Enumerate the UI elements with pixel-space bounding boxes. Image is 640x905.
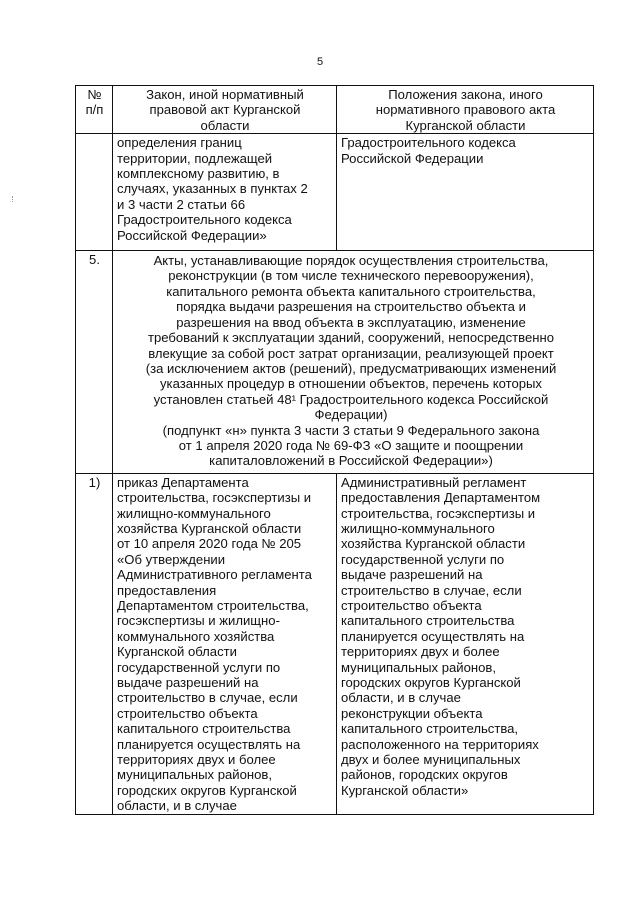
text-line: жилищно-коммунального — [117, 505, 271, 521]
row-num-text: 1) — [88, 474, 101, 490]
text-line: разрешения на ввод объекта в эксплуатацию, изменение — [176, 314, 526, 330]
text-line: области — [200, 117, 250, 133]
text-line: муниципальных районов, — [117, 767, 272, 783]
header-num-text — [80, 87, 109, 118]
text-line: комплексному развитию, в — [117, 166, 280, 182]
section-heading-text — [119, 253, 583, 469]
text-line: строительство объекта — [117, 705, 258, 721]
text-line: Градостроительного кодекса — [117, 212, 292, 228]
text-line: капитального строительства — [117, 721, 291, 737]
text-line: предоставления Департаментом — [341, 490, 541, 506]
text-line: Положения закона, иного — [388, 87, 543, 102]
text-line: планируется осуществлять на — [341, 628, 525, 644]
text-line: от 1 апреля 2020 года № 69-ФЗ «О защите и поощрении — [178, 437, 524, 453]
text-line: (за исключением актов (решений), предусматривающих изменений — [145, 360, 557, 376]
text-line: расположенного на территориях — [341, 736, 539, 752]
text-line: Российской Федерации» — [117, 227, 267, 243]
text-line: хозяйства Курганской области — [341, 536, 526, 552]
text-line: государственной услуги по — [341, 551, 505, 567]
text-line: нормативного правового акта — [375, 102, 556, 118]
text-line: хозяйства Курганской области — [117, 520, 302, 536]
law-table — [75, 85, 594, 815]
cell-provisions — [337, 134, 594, 251]
text-line: области, и в случае — [341, 690, 461, 706]
text-line: городских округов Курганской — [117, 782, 297, 798]
text-line: Курганской области — [117, 644, 237, 660]
text-line: от 10 апреля 2020 года № 205 — [117, 536, 302, 552]
table-row-continuation — [76, 134, 594, 251]
row-provisions-text — [341, 475, 590, 799]
text-line: влекущие за собой рост затрат организации, реализующей проект — [148, 345, 554, 361]
text-line: требований к эксплуатации зданий, сооружений, непосредственно — [147, 330, 555, 346]
text-line: городских округов Курганской — [341, 675, 521, 691]
text-line: строительство в случае, если — [341, 582, 522, 598]
header-provisions — [337, 86, 594, 134]
text-line: выдаче разрешений на — [117, 675, 259, 691]
header-num — [76, 86, 113, 134]
text-line: капитального строительства — [341, 613, 515, 629]
cell-law-text — [117, 135, 333, 243]
text-line: Закон, иной нормативный — [146, 87, 304, 102]
text-line: капитального ремонта объекта капитального строительства, — [166, 283, 536, 299]
text-line: Административный регламент — [341, 474, 527, 490]
text-line: строительства, госэкспертизы и — [117, 490, 312, 506]
text-line: предоставления — [117, 582, 217, 598]
table-row-1 — [76, 473, 594, 814]
text-line: Курганской области — [405, 117, 526, 133]
text-line: капиталовложений в Российской Федерации») — [209, 453, 493, 469]
text-line: «Об утверждении — [117, 551, 226, 567]
text-line: территории, подлежащей — [117, 150, 273, 166]
text-line: госэкспертизы и жилищно- — [117, 613, 280, 629]
text-line: реконструкции (в том числе технического перевооружения), — [168, 268, 534, 284]
section-num-text: 5. — [89, 252, 100, 268]
text-line: реконструкции объекта — [341, 705, 483, 721]
text-line: области, и в случае — [117, 798, 237, 814]
section-num — [76, 251, 113, 474]
text-line: строительство объекта — [341, 598, 482, 613]
text-line: Градостроительного кодекса — [341, 135, 516, 151]
header-law-text — [117, 87, 333, 133]
cell-law — [113, 134, 337, 251]
text-line: указанных процедур в отношении объектов, перечень которых — [160, 376, 542, 392]
text-line: Административного регламента — [117, 567, 312, 583]
text-line: капитального строительства, — [341, 721, 519, 737]
header-row — [76, 86, 594, 134]
text-line: территориях двух и более — [117, 752, 276, 768]
header-provisions-text — [341, 87, 590, 133]
text-line: районов, городских округов — [341, 767, 508, 783]
text-line: выдаче разрешений на — [341, 567, 483, 583]
text-line: государственной услуги по — [117, 659, 281, 675]
text-line: строительство в случае, если — [117, 690, 298, 706]
text-line: (подпункт «н» пункта 3 части 3 статьи 9 Федерального закона — [162, 422, 540, 438]
text-line: порядка выдачи разрешения на строительство объекта и — [176, 299, 526, 315]
header-law — [113, 86, 337, 134]
text-line: жилищно-коммунального — [341, 520, 495, 536]
text-line: Российской Федерации — [341, 150, 484, 166]
text-line: правовой акт Курганской — [149, 102, 301, 118]
text-line: двух и более муниципальных — [341, 752, 521, 768]
text-line: коммунального хозяйства — [117, 628, 275, 644]
text-line: Департаментом строительства, — [117, 598, 309, 613]
text-line: Федерации) — [314, 407, 388, 423]
text-line: строительства, госэкспертизы и — [341, 505, 536, 521]
text-line: территориях двух и более — [341, 644, 500, 660]
cell-provisions-text — [341, 135, 590, 166]
text-line: п/п — [85, 102, 104, 118]
row-law — [113, 473, 337, 814]
row-law-text — [117, 475, 333, 814]
row-num — [76, 473, 113, 814]
cell-num — [76, 134, 113, 251]
text-line: Курганской области» — [341, 782, 469, 798]
text-line: № — [87, 87, 102, 102]
text-line: планируется осуществлять на — [117, 736, 301, 752]
row-provisions — [337, 473, 594, 814]
text-line: муниципальных районов, — [341, 659, 496, 675]
page-number: 5 — [316, 56, 324, 68]
text-line: установлен статьей 48¹ Градостроительного кодекса Российской — [153, 391, 549, 407]
text-line: приказ Департамента — [117, 474, 249, 490]
text-line: и 3 части 2 статьи 66 — [117, 196, 246, 212]
text-line: Акты, устанавливающие порядок осуществления строительства, — [153, 253, 549, 269]
section-row-5 — [76, 251, 594, 474]
margin-mark — [12, 196, 19, 202]
text-line: случаях, указанных в пунктах 2 — [117, 181, 308, 197]
section-heading — [113, 251, 594, 474]
text-line: определения границ — [117, 135, 242, 151]
